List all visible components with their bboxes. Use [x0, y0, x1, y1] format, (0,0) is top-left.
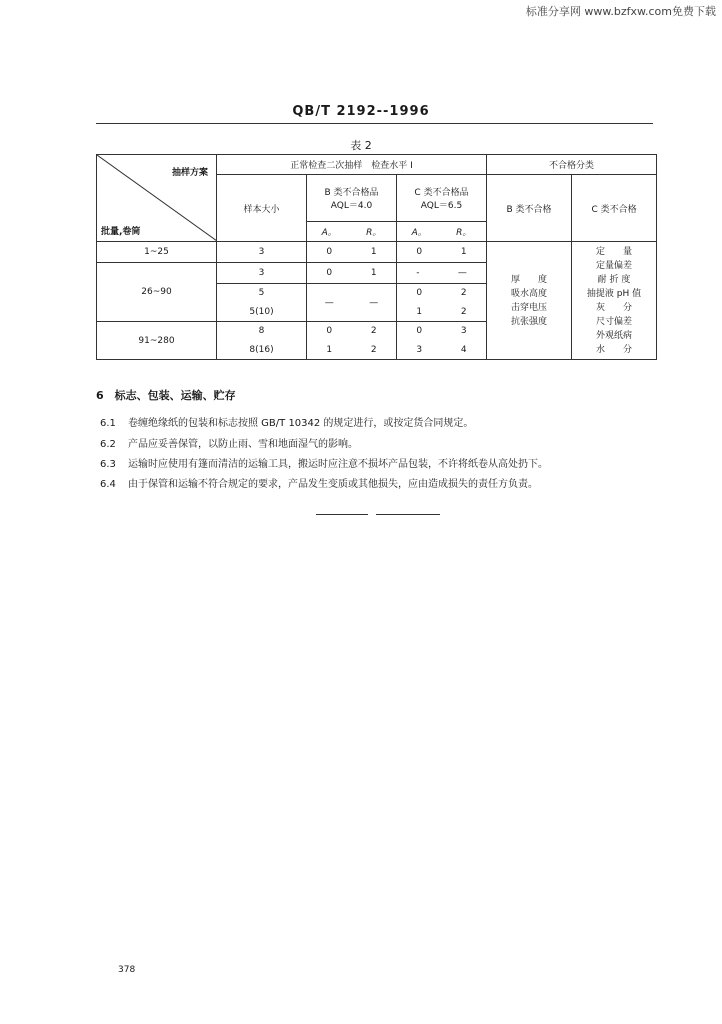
col-c-title: C 类不合格品 — [414, 188, 469, 198]
clause-6-1 — [100, 414, 473, 429]
clause-6-4 — [100, 475, 538, 490]
b-ac: 0 — [326, 268, 333, 278]
c-item: 灰 分 — [596, 302, 633, 313]
col-c-category: C 类不合格 — [572, 175, 657, 242]
header-rule — [96, 123, 653, 124]
watermark: 标准分享网 www.bzfxw.com免费下载 — [525, 5, 716, 18]
c-ac-label: A。 — [411, 228, 427, 238]
sample-size: 3 — [217, 242, 307, 263]
col-b-category: B 类不合格 — [487, 175, 572, 242]
b-ac-re — [307, 263, 397, 284]
col-c-aql — [397, 175, 487, 222]
b-item: 抗张强度 — [511, 316, 548, 327]
document-code: QB/T 2192--1996 — [292, 104, 430, 119]
b-re: 1 — [370, 247, 377, 257]
lot-size: 26~90 — [97, 263, 217, 322]
section-6-heading: 6 标志、包装、运输、贮存 — [96, 389, 236, 402]
c-item: 尺寸偏差 — [596, 316, 633, 327]
sample-size: 8 — [217, 322, 307, 341]
table-title: 表 2 — [350, 139, 372, 152]
c-ac-re — [397, 341, 487, 360]
c-category-items — [572, 242, 657, 360]
c-item: 抽提液 pH 值 — [586, 288, 642, 299]
c-re: 3 — [460, 326, 467, 337]
clause-text: 卷缠绝缘纸的包装和标志按照 GB/T 10342 的规定进行，或按定货合同规定。 — [128, 418, 474, 429]
clause-number: 6.2 — [100, 439, 116, 450]
table-corner-cell — [97, 155, 217, 242]
clause-6-3 — [100, 455, 548, 470]
clause-text: 产品应妥善保管，以防止雨、雪和地面湿气的影响。 — [128, 439, 358, 450]
lot-size: 1~25 — [97, 242, 217, 263]
clause-number: 6.1 — [100, 418, 116, 429]
c-ac: 1 — [416, 306, 423, 317]
col-b-aql — [307, 175, 397, 222]
end-rule-left — [316, 514, 368, 515]
c-ac: 0 — [416, 326, 423, 337]
c-ac-re — [397, 303, 487, 322]
b-re: 1 — [370, 268, 377, 278]
col-b-title: B 类不合格品 — [324, 188, 379, 198]
c-ac: 0 — [416, 247, 423, 257]
clause-text: 由于保管和运输不符合规定的要求，产品发生变质或其他损失，应由造成损失的责任方负责。 — [128, 479, 538, 490]
c-re: 2 — [460, 288, 467, 299]
clause-text: 运输时应使用有篷而清洁的运输工具，搬运时应注意不损坏产品包装，不许将纸卷从高处扔下。 — [128, 459, 548, 470]
b-ac: 0 — [326, 247, 333, 257]
b-re: 2 — [370, 344, 377, 355]
table-row — [97, 242, 657, 263]
b-item: 击穿电压 — [511, 302, 548, 313]
c-ac-re — [397, 284, 487, 303]
b-ac: — — [324, 297, 334, 308]
corner-bottom-label: 批量,卷筒 — [101, 227, 141, 237]
c-re: 2 — [460, 306, 467, 317]
end-rule-right — [376, 514, 440, 515]
b-ac-label: A。 — [321, 228, 337, 238]
b-ac-re — [307, 242, 397, 263]
c-ac-re — [397, 322, 487, 341]
b-category-items — [487, 242, 572, 360]
page-number: 378 — [118, 965, 136, 975]
c-ac: 0 — [416, 288, 423, 299]
c-item: 耐 折 度 — [597, 274, 631, 285]
sample-size: 3 — [217, 263, 307, 284]
b-ac-re — [307, 341, 397, 360]
c-ac: 3 — [416, 344, 423, 355]
b-ac-re — [307, 322, 397, 341]
b-item: 厚 度 — [511, 274, 548, 285]
c-ac-re-header — [397, 222, 487, 242]
c-item: 外观纸病 — [596, 330, 633, 341]
c-re-label: R。 — [456, 228, 472, 238]
b-ac-re — [307, 284, 397, 322]
clause-number: 6.4 — [100, 479, 116, 490]
header-nonconform-class: 不合格分类 — [487, 155, 657, 175]
c-ac: - — [416, 268, 420, 278]
c-re: — — [457, 268, 467, 278]
col-c-aql-value: AQL＝6.5 — [420, 201, 463, 211]
corner-top-label: 抽样方案 — [171, 168, 208, 178]
b-re: — — [369, 297, 379, 308]
col-sample-size: 样本大小 — [217, 175, 307, 242]
b-re-label: R。 — [366, 228, 382, 238]
clause-number: 6.3 — [100, 459, 116, 470]
col-b-aql-value: AQL＝4.0 — [330, 201, 373, 211]
b-ac: 0 — [326, 326, 333, 337]
c-item: 定 量 — [596, 246, 633, 257]
header-normal-inspection: 正常检查二次抽样 检查水平 I — [217, 155, 487, 175]
c-re: 1 — [460, 247, 467, 257]
sampling-table — [96, 154, 657, 360]
b-ac: 1 — [326, 344, 333, 355]
b-item: 吸水高度 — [511, 288, 548, 299]
b-re: 2 — [370, 326, 377, 337]
clause-6-2 — [100, 435, 358, 450]
c-ac-re — [397, 263, 487, 284]
c-re: 4 — [460, 344, 467, 355]
sample-size: 5(10) — [217, 303, 307, 322]
b-ac-re-header — [307, 222, 397, 242]
sample-size: 5 — [217, 284, 307, 303]
c-ac-re — [397, 242, 487, 263]
sample-size: 8(16) — [217, 341, 307, 360]
lot-size: 91~280 — [97, 322, 217, 360]
c-item: 水 分 — [596, 344, 633, 355]
c-item: 定量偏差 — [596, 260, 633, 271]
